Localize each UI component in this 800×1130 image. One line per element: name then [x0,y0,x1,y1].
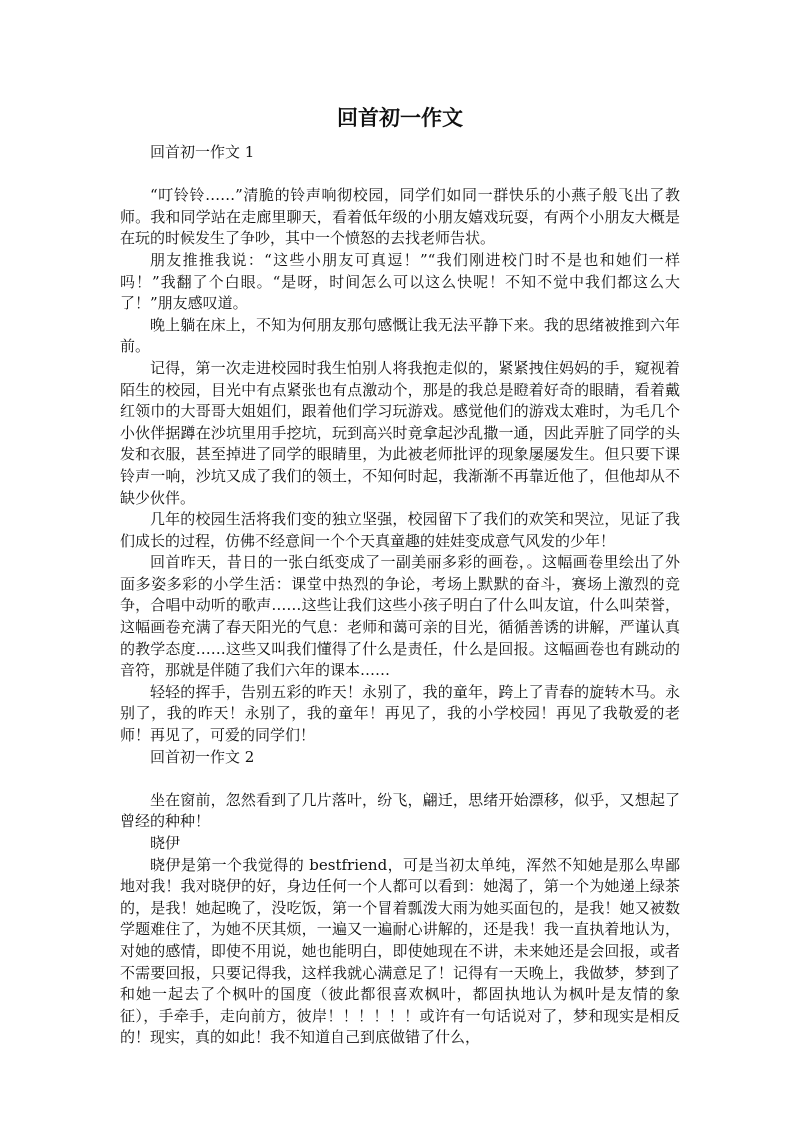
paragraph: 回首昨天，昔日的一张白纸变成了一副美丽多彩的画卷，。这幅画卷里绘出了外面多姿多彩的小学生活：课堂中热烈的争论，考场上默默的奋斗，赛场上激烈的竞争，合唱中动听的歌声……这些让我们这些小孩子明白了什么叫友谊，什么叫荣誉，这幅画卷充满了春天阳光的气息：老师和蔼可亲的目光，循循善诱的讲解，严谨认真的教学态度……这些又叫我们懂得了什么是责任，什么是回报。这幅画卷也有跳动的音符，那就是伴随了我们六年的课本…… [120,553,680,680]
document-body [120,142,680,1049]
section-heading: 回首初一作文 1 [150,143,255,161]
paragraph: 几年的校园生活将我们变的独立坚强，校园留下了我们的欢笑和哭泣，见证了我们成长的过程，仿佛不经意间一个个天真童趣的娃娃变成意气风发的少年！ [120,510,680,550]
paragraph: 晓伊是第一个我觉得的 bestfriend，可是当初太单纯，浑然不知她是那么卑鄙地对我！我对晓伊的好，身边任何一个人都可以看到：她渴了，第一个为她递上绿茶的，是我！她起晚了，没吃饭，第一个冒着瓢泼大雨为她买面包的，是我！她又被数学题难住了，为她不厌其烦，一遍又一遍耐心讲解的，还是我！我一直执着地认为，对她的感情，即使不用说，她也能明白，即使她现在不讲，未来她还是会回报，或者不需要回报，只要记得我，这样我就心满意足了！记得有一天晚上，我做梦，梦到了和她一起去了个枫叶的国度（彼此都很喜欢枫叶，都固执地认为枫叶是友情的象征），手牵手，走向前方，彼岸！！！！！！或许有一句话说对了，梦和现实是相反的！现实，真的如此！我不知道自己到底做错了什么， [120,855,680,1047]
section-gap [120,768,680,790]
paragraph: 朋友推推我说：“这些小朋友可真逗！”“我们刚进校门时不是也和她们一样吗！”我翻了个白眼。“是呀，时间怎么可以这么快呢！不知不觉中我们都这么大了！”朋友感叹道。 [120,250,680,313]
paragraph: 晓伊 [150,834,181,852]
paragraph: 坐在窗前，忽然看到了几片落叶，纷飞，翩迁，思绪开始漂移，似乎，又想起了曾经的种种！ [120,790,680,831]
paragraph: “叮铃铃……”清脆的铃声响彻校园，同学们如同一群快乐的小燕子般飞出了教师。我和同学站在走廊里聊天，看着低年级的小朋友嬉戏玩耍，有两个小朋友大概是在玩的时候发生了争吵，其中一个愤怒的去找老师告状。 [120,186,680,248]
section-gap [120,164,680,186]
document-title: 回首初一作文 [337,106,463,130]
paragraph: 轻轻的挥手，告别五彩的昨天！永别了，我的童年，跨上了青春的旋转木马。永别了，我的昨天！永别了，我的童年！再见了，我的小学校园！再见了我敬爱的老师！再见了，可爱的同学们！ [120,682,680,745]
paragraph: 记得，第一次走进校园时我生怕别人将我抱走似的，紧紧拽住妈妈的手，窥视着陌生的校园，目光中有点紧张也有点激动个，那是的我总是瞪着好奇的眼睛，看着戴红领巾的大哥哥大姐姐们，跟着他们学习玩游戏。感觉他们的游戏太难时，为毛几个小伙伴据蹲在沙坑里用手挖坑，玩到高兴时竟拿起沙乱撒一通，因此弄脏了同学的头发和衣服，甚至掉进了同学的眼睛里，为此被老师批评的现象屡屡发生。但只要下课铃声一响，沙坑又成了我们的领土，不知何时起，我渐渐不再靠近他了，但他却从不缺少伙伴。 [120,358,680,507]
paragraph: 晚上躺在床上，不知为何朋友那句感慨让我无法平静下来。我的思绪被推到六年前。 [120,315,680,356]
section-heading: 回首初一作文 2 [150,747,255,766]
